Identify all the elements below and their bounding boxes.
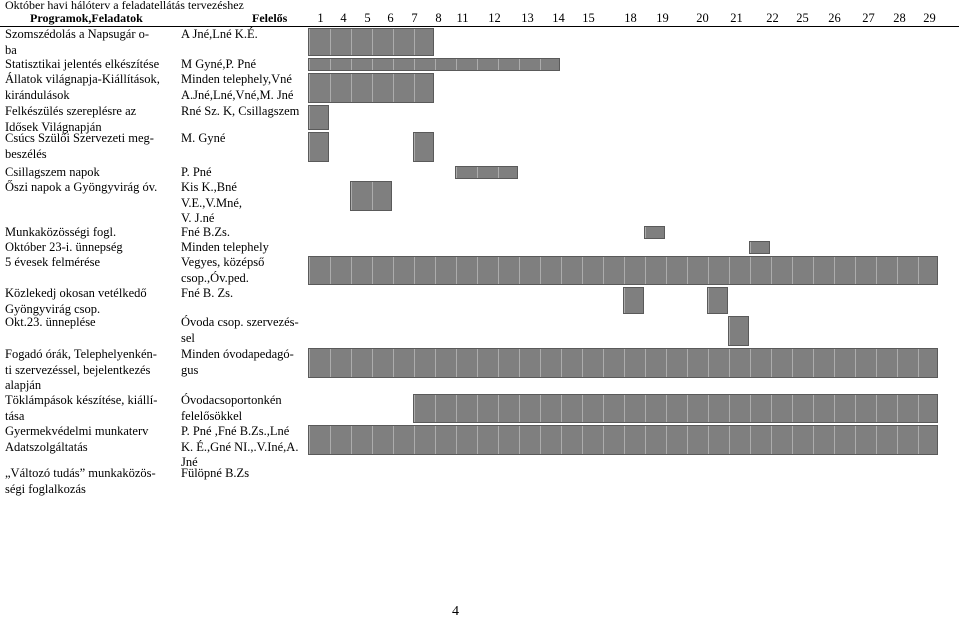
day-label: 28 (893, 11, 906, 25)
day-label: 13 (521, 11, 534, 25)
schedule-bar (728, 316, 749, 346)
schedule-bar (749, 241, 770, 254)
header-tasks: Programok,Feladatok (30, 11, 143, 25)
day-label: 15 (582, 11, 595, 25)
day-label: 7 (411, 11, 418, 25)
task-label: Közlekedj okosan vetélkedő Gyöngyvirág csop. (5, 286, 147, 316)
responsible-label: Fné B.Zs. (181, 225, 230, 239)
day-label: 14 (552, 11, 565, 25)
day-label: 25 (796, 11, 809, 25)
task-label: Fogadó órák, Telephelyenkén- ti szervezéssel, bejelentkezés alapján (5, 347, 157, 392)
day-label: 26 (828, 11, 841, 25)
responsible-label: Vegyes, középső csop.,Óv.ped. (181, 255, 265, 285)
task-label: Csúcs Szülői Szervezeti meg- beszélés (5, 131, 154, 161)
responsible-label: Fülöpné B.Zs (181, 466, 250, 480)
task-label: Szomszédolás a Napsugár o- ba (5, 27, 150, 57)
schedule-bar (308, 132, 329, 162)
day-label: 6 (387, 11, 394, 25)
task-label: Statisztikai jelentés elkészítése (5, 57, 160, 71)
schedule-bar (308, 58, 560, 71)
day-label: 18 (624, 11, 637, 25)
responsible-label: M. Gyné (181, 131, 226, 145)
day-label: 4 (340, 11, 347, 25)
responsible-label: Óvoda csop. szervezés- sel (181, 315, 299, 345)
task-label: Okt.23. ünneplése (5, 315, 96, 329)
day-label: 5 (364, 11, 371, 25)
day-label: 19 (656, 11, 669, 25)
responsible-label: Rné Sz. K, Csillagszem (181, 104, 300, 118)
schedule-bar (413, 132, 434, 162)
task-label: Csillagszem napok (5, 165, 100, 179)
schedule-bar (413, 394, 938, 423)
task-label: „Változó tudás” munkaközös- ségi foglalkozás (5, 466, 156, 496)
schedule-bar (707, 287, 728, 314)
responsible-label: Fné B. Zs. (181, 286, 234, 300)
responsible-label: A Jné,Lné K.É. (181, 27, 258, 41)
responsible-label: Óvodacsoportonkén felelősökkel (181, 393, 282, 423)
task-label: Őszi napok a Gyöngyvirág óv. (5, 180, 158, 194)
task-label: Munkaközösségi fogl. (5, 225, 117, 239)
responsible-label: M Gyné,P. Pné (181, 57, 257, 71)
day-label: 29 (923, 11, 936, 25)
day-label: 12 (488, 11, 501, 25)
day-label: 27 (862, 11, 875, 25)
task-label: Október 23-i. ünnepség (5, 240, 123, 254)
day-label: 8 (435, 11, 442, 25)
schedule-bar (308, 425, 938, 455)
day-label: 20 (696, 11, 709, 25)
task-label: Állatok világnapja-Kiállítások, kirándulások (5, 72, 160, 102)
responsible-label: Minden telephely,Vné A.Jné,Lné,Vné,M. Jné (181, 72, 294, 102)
schedule-bar (308, 105, 329, 130)
day-label: 22 (766, 11, 779, 25)
page-title: Október havi hálóterv a feladatellátás tervezéshez (5, 0, 244, 12)
responsible-label: P. Pné ,Fné B.Zs.,Lné K. É.,Gné NI.,.V.Iné,A. Jné (181, 424, 299, 469)
schedule-bar (455, 166, 518, 179)
day-label: 21 (730, 11, 743, 25)
schedule-bar (308, 256, 938, 285)
schedule-bar (644, 226, 665, 239)
task-label: Gyermekvédelmi munkaterv Adatszolgáltatás (5, 424, 149, 454)
schedule-bar (308, 73, 434, 103)
task-label: Felkészülés szereplésre az Idősek Világnapján (5, 104, 137, 134)
responsible-label: Minden telephely (181, 240, 269, 254)
responsible-label: Minden óvodapedagó- gus (181, 347, 294, 377)
schedule-bar (308, 348, 938, 378)
header-responsible: Felelős (252, 11, 288, 25)
responsible-label: Kis K.,Bné V.E.,V.Mné, V. J.né (181, 180, 243, 225)
schedule-bar (623, 287, 644, 314)
task-label: 5 évesek felmérése (5, 255, 101, 269)
schedule-bar (308, 28, 434, 56)
page-number: 4 (452, 604, 459, 619)
schedule-bar (350, 181, 392, 211)
day-label: 1 (317, 11, 324, 25)
task-label: Töklámpások készítése, kiállí- tása (5, 393, 158, 423)
day-label: 11 (456, 11, 469, 25)
responsible-label: P. Pné (181, 165, 212, 179)
